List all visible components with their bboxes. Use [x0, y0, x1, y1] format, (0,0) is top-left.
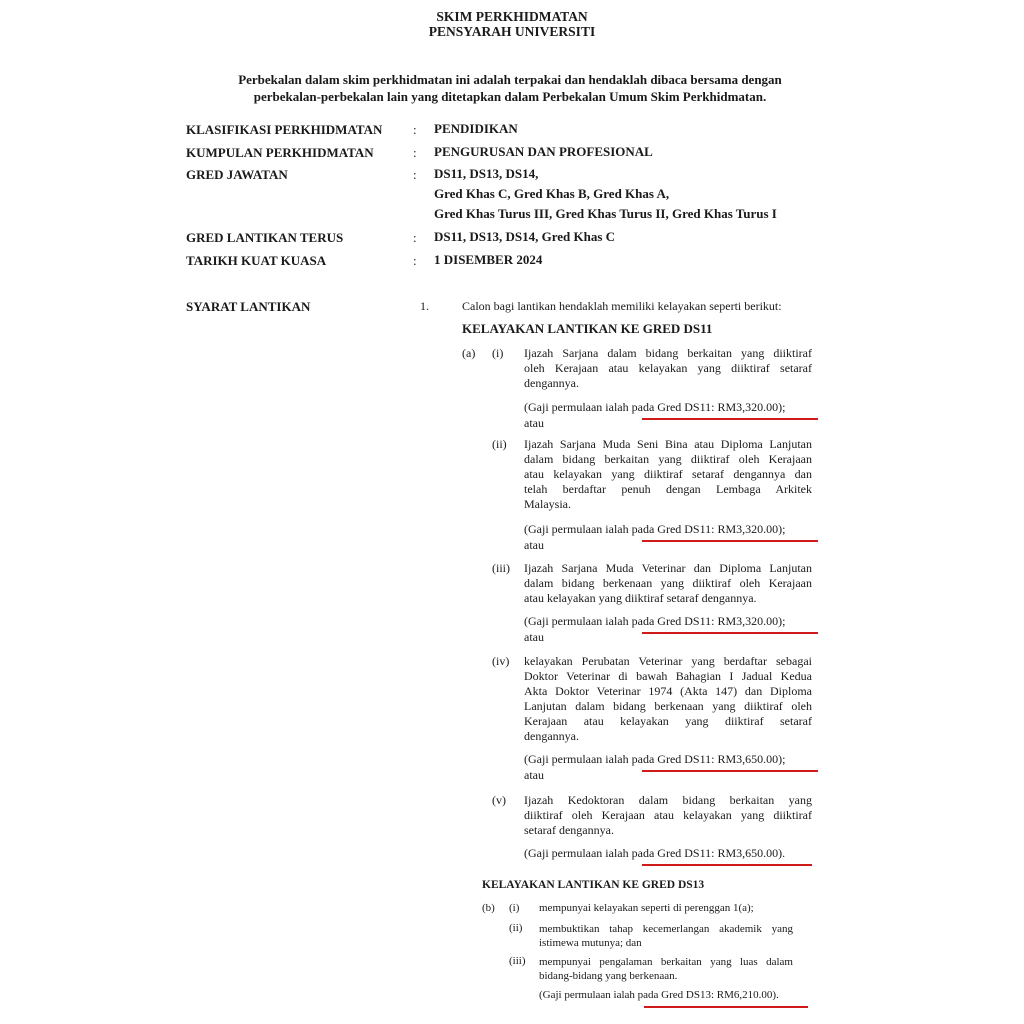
ds11-item-num: (iv) [492, 654, 510, 668]
salary-line [524, 400, 786, 415]
ds13-item-num: (ii) [509, 922, 523, 934]
text-line: Ijazah Sarjana Muda Seni Bina atau Diploma Lanjutan [524, 437, 812, 451]
ds11-item-text [524, 654, 812, 744]
salary-highlight: pada Gred DS11: RM3,650.00) [631, 752, 783, 766]
field-colon: : [413, 253, 417, 268]
salary-highlight: pada Gred DS11: RM3,320.00) [631, 614, 783, 628]
text-line: Lanjutan dalam bidang berkenaan yang diiktiraf oleh [524, 699, 812, 713]
doc-title-line1: SKIM PERKHIDMATAN [436, 9, 588, 24]
ds11-item-text [524, 561, 812, 606]
text-line: mempunyai pengalaman berkaitan yang luas dalam [539, 956, 793, 968]
text-line: diiktiraf oleh Kerajaan atau kelayakan yang diiktiraf [524, 808, 812, 822]
ds13-item-text [539, 922, 793, 950]
salary-prefix: (Gaji permulaan ialah [539, 989, 638, 1001]
ds11-item-text [524, 346, 812, 391]
text-line: Ijazah Kedoktoran dalam bidang berkaitan yang [524, 793, 812, 807]
text-line: setaraf dengannya. [524, 823, 614, 837]
intro-line2: perbekalan-perbekalan lain yang ditetapkan dalam Perbekalan Umum Skim Perkhidmatan. [253, 89, 767, 104]
ds11-item-text [524, 793, 812, 838]
ds13-item-text: mempunyai kelayakan seperti di perenggan 1(a); [539, 902, 754, 914]
text-line: oleh Kerajaan atau kelayakan yang diiktiraf setaraf [524, 361, 812, 375]
salary-line [524, 522, 786, 537]
field-colon: : [413, 122, 417, 137]
or-text: atau [524, 416, 544, 430]
ds13-heading: KELAYAKAN LANTIKAN KE GRED DS13 [482, 879, 705, 891]
field-colon: : [413, 167, 417, 182]
text-line: telah berdaftar penuh dengan Lembaga Arkitek [524, 482, 812, 496]
ds11-item-num: (iii) [492, 561, 510, 575]
syarat-lead: Calon bagi lantikan hendaklah memiliki kelayakan seperti berikut: [462, 299, 782, 313]
or-text: atau [524, 768, 544, 782]
text-line: istimewa mutunya; dan [539, 937, 642, 949]
field-value-kumpulan: PENGURUSAN DAN PROFESIONAL [434, 144, 653, 159]
salary-prefix: (Gaji permulaan ialah [524, 752, 632, 766]
salary-suffix: ; [782, 614, 786, 628]
text-line: Doktor Veterinar di bawah Bahagian I Jadual Kedua [524, 669, 812, 683]
salary-highlight: pada Gred DS13: RM6,210.00) [637, 989, 777, 1001]
salary-suffix: . [782, 846, 786, 860]
field-colon: : [413, 230, 417, 245]
field-value-gred-jawatan-1: DS11, DS13, DS14, [434, 166, 539, 181]
highlight-underline [642, 770, 818, 772]
syarat-number: 1. [420, 299, 429, 313]
salary-line [524, 752, 786, 767]
salary-suffix: ; [782, 752, 786, 766]
field-label-kumpulan: KUMPULAN PERKHIDMATAN [186, 145, 374, 160]
text-line: Ijazah Sarjana dalam bidang berkaitan yang diiktiraf [524, 346, 812, 360]
ds11-item-num: (v) [492, 793, 506, 807]
ds11-heading: KELAYAKAN LANTIKAN KE GRED DS11 [462, 321, 713, 336]
highlight-underline [644, 1006, 808, 1008]
field-value-tarikh: 1 DISEMBER 2024 [434, 252, 543, 267]
field-label-klasifikasi: KLASIFIKASI PERKHIDMATAN [186, 122, 383, 137]
text-line: Kerajaan atau kelayakan yang diiktiraf setaraf [524, 714, 812, 728]
ds13-item-num: (iii) [509, 955, 526, 967]
salary-prefix: (Gaji permulaan ialah [524, 522, 632, 536]
field-value-gred-jawatan-3: Gred Khas Turus III, Gred Khas Turus II, Gred Khas Turus I [434, 206, 777, 221]
ds11-item-num: (i) [492, 346, 504, 360]
salary-suffix: ; [782, 400, 786, 414]
field-value-gred-jawatan-2: Gred Khas C, Gred Khas B, Gred Khas A, [434, 186, 670, 201]
text-line: atau kelayakan yang diiktiraf setaraf dengannya. [524, 591, 757, 605]
salary-prefix: (Gaji permulaan ialah [524, 846, 632, 860]
text-line: dalam bidang berkenaan yang diiktiraf oleh Kerajaan [524, 576, 812, 590]
ds13-letter: (b) [482, 902, 495, 914]
salary-suffix: ; [782, 522, 786, 536]
field-value-klasifikasi: PENDIDIKAN [434, 121, 518, 136]
field-value-gred-lantikan: DS11, DS13, DS14, Gred Khas C [434, 229, 616, 244]
highlight-underline [642, 540, 818, 542]
salary-suffix: . [776, 989, 779, 1001]
text-line: Malaysia. [524, 497, 571, 511]
text-line: dengannya. [524, 376, 579, 390]
highlight-underline [642, 864, 812, 866]
field-label-tarikh: TARIKH KUAT KUASA [186, 253, 327, 268]
doc-title-line2: PENSYARAH UNIVERSITI [428, 24, 596, 39]
salary-line [524, 614, 786, 629]
field-colon: : [413, 145, 417, 160]
salary-highlight: pada Gred DS11: RM3,650.00) [631, 846, 783, 860]
ds13-item-text [539, 955, 793, 983]
field-label-gred-lantikan: GRED LANTIKAN TERUS [186, 230, 344, 245]
highlight-underline [642, 632, 818, 634]
ds11-item-num: (ii) [492, 437, 507, 451]
text-line: membuktikan tahap kecemerlangan akademik yang [539, 923, 793, 935]
highlight-underline [642, 418, 818, 420]
intro-line1: Perbekalan dalam skim perkhidmatan ini adalah terpakai dan hendaklah dibaca bersama dengan [238, 72, 782, 87]
field-label-gred-jawatan: GRED JAWATAN [186, 167, 288, 182]
salary-line [539, 989, 779, 1001]
ds11-item-text [524, 437, 812, 512]
ds13-item-num: (i) [509, 902, 520, 914]
syarat-label: SYARAT LANTIKAN [186, 299, 311, 314]
text-line: bidang-bidang yang berkenaan. [539, 970, 678, 982]
text-line: dengannya. [524, 729, 579, 743]
text-line: atau kelayakan yang diiktiraf setaraf dengannya dan [524, 467, 812, 481]
salary-highlight: pada Gred DS11: RM3,320.00) [631, 400, 783, 414]
salary-line [524, 846, 785, 861]
text-line: Ijazah Sarjana Muda Veterinar dan Diploma Lanjutan [524, 561, 812, 575]
text-line: kelayakan Perubatan Veterinar yang berdaftar sebagai [524, 654, 812, 668]
text-line: dalam bidang berkaitan yang diiktiraf oleh Kerajaan [524, 452, 812, 466]
text-line: Akta Doktor Veterinar 1974 (Akta 147) dan Diploma [524, 684, 812, 698]
salary-highlight: pada Gred DS11: RM3,320.00) [631, 522, 783, 536]
or-text: atau [524, 538, 544, 552]
salary-prefix: (Gaji permulaan ialah [524, 614, 632, 628]
ds11-letter: (a) [462, 346, 476, 360]
salary-prefix: (Gaji permulaan ialah [524, 400, 632, 414]
or-text: atau [524, 630, 544, 644]
